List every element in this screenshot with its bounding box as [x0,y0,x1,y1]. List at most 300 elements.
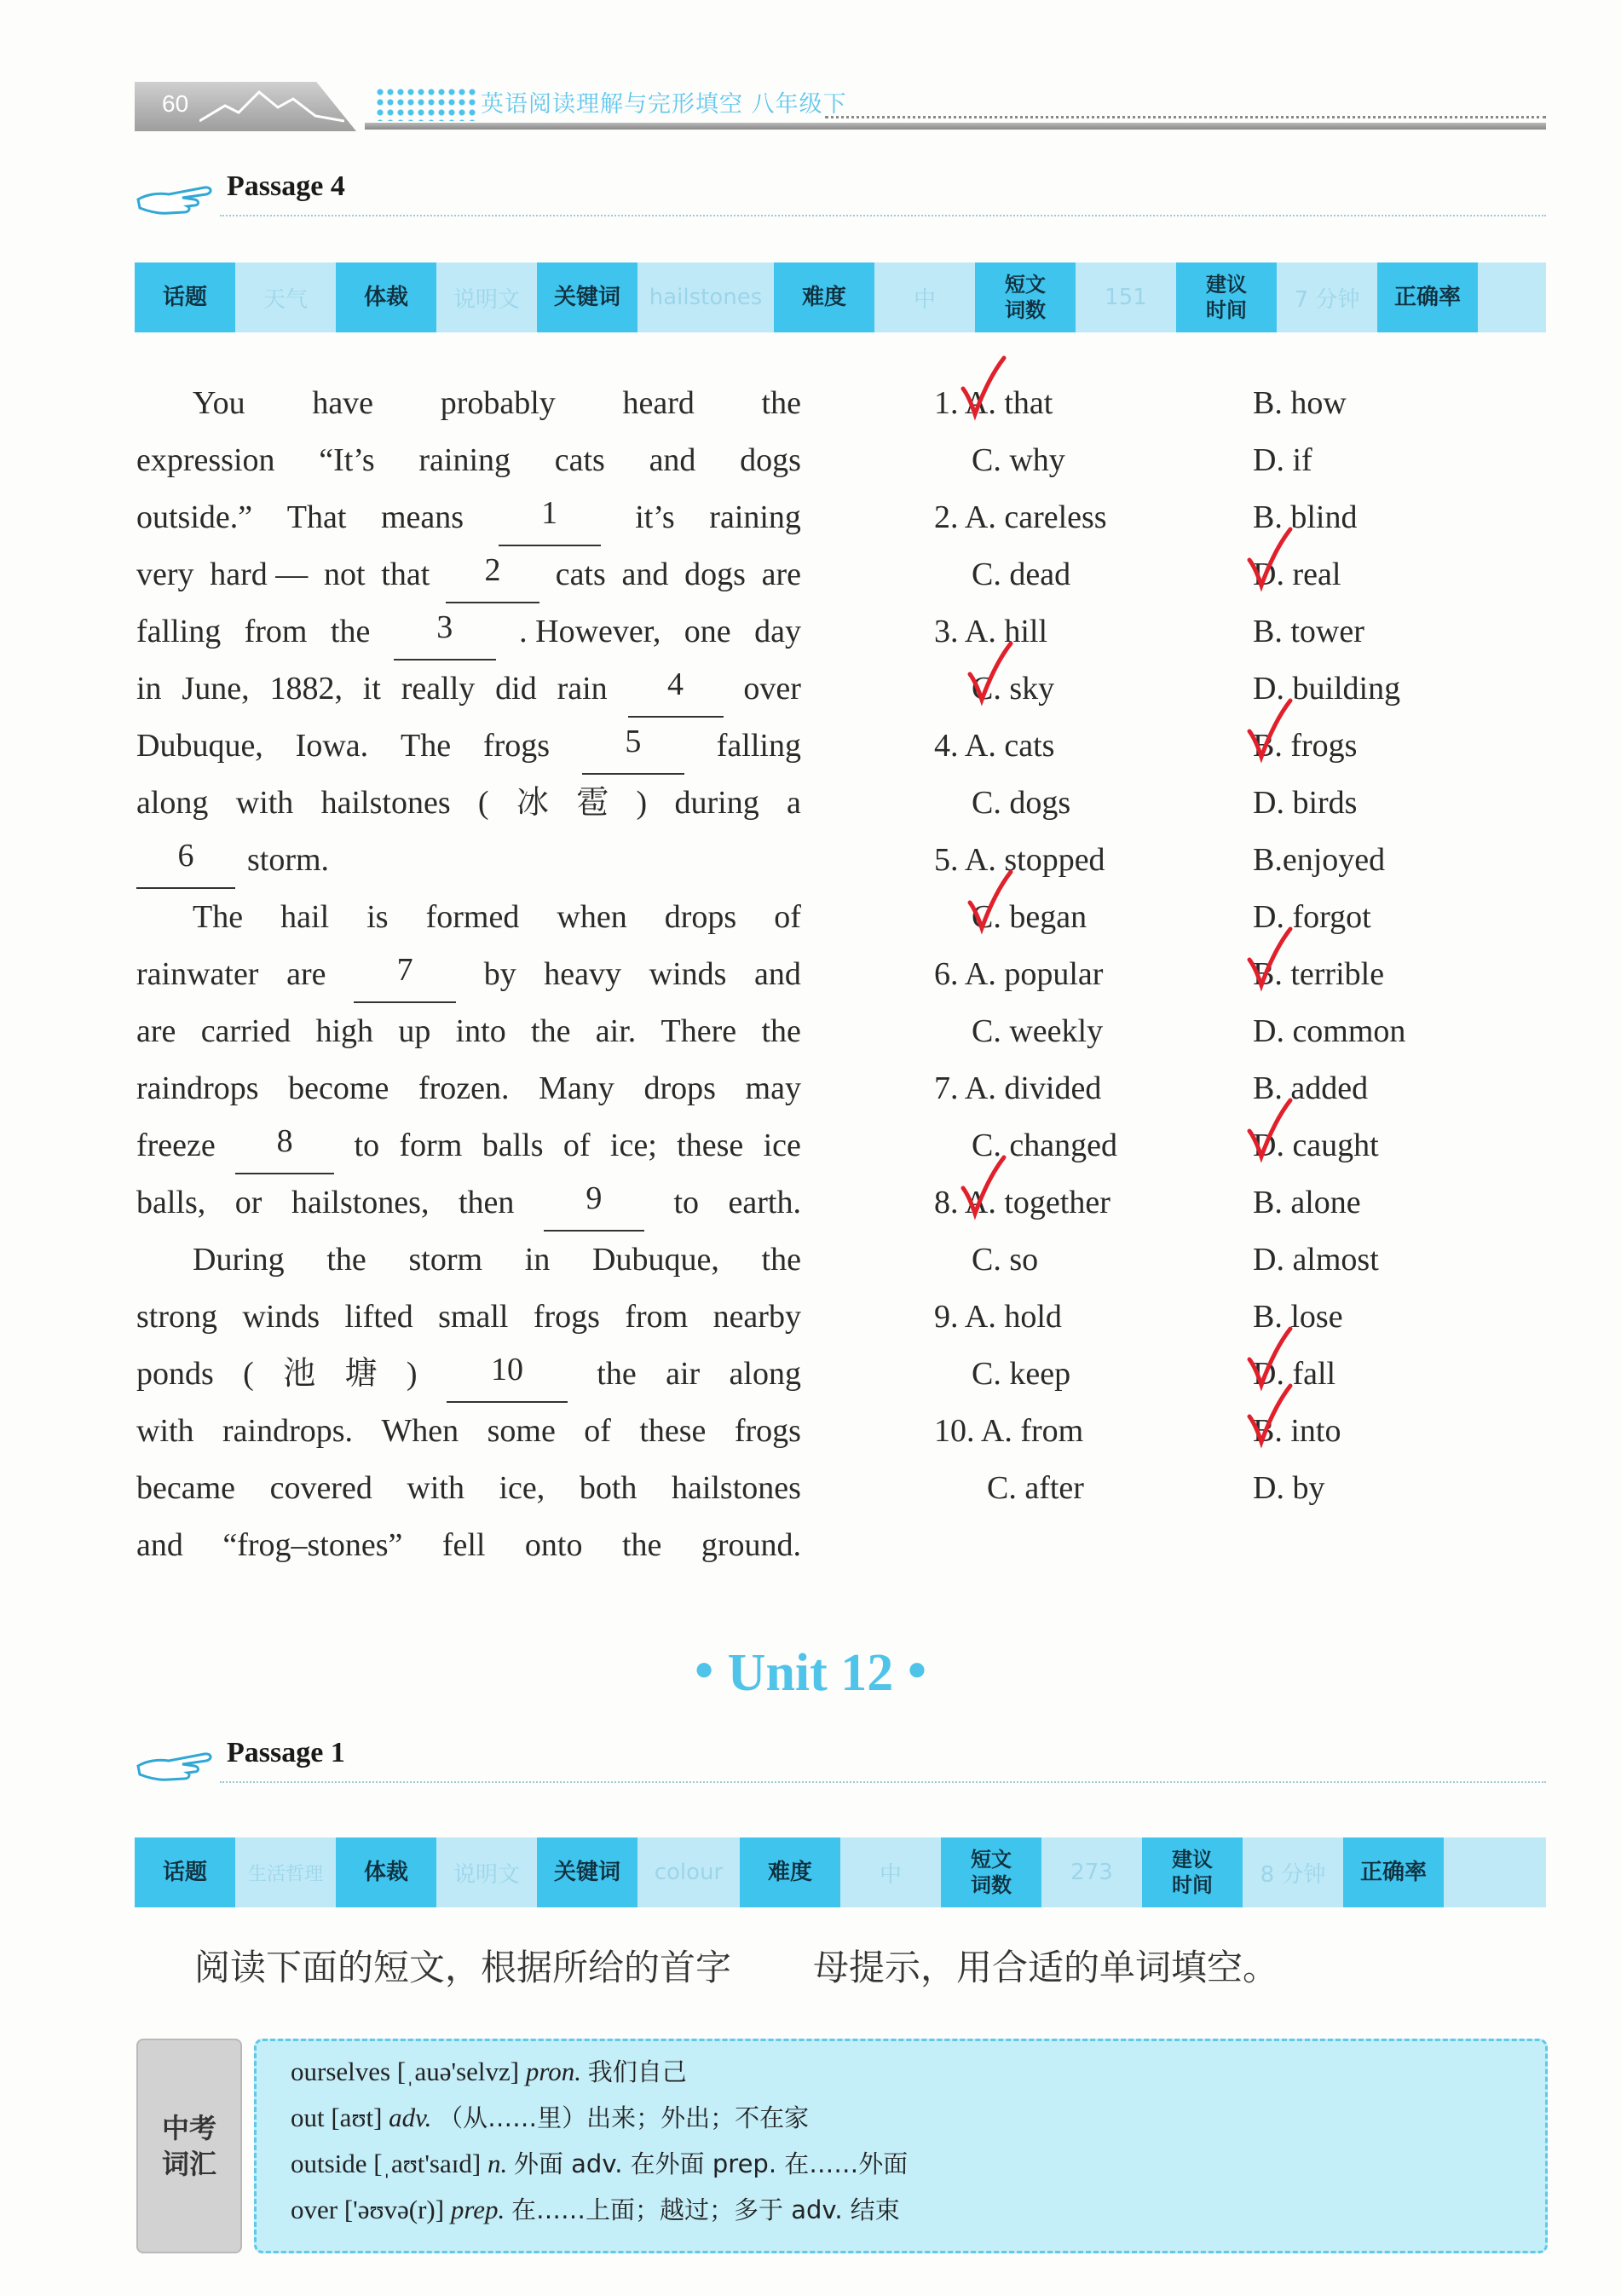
word: air. [595,1013,637,1049]
vocab-entry [291,2145,908,2180]
header-rule [365,123,1546,130]
word: falling [136,614,222,649]
vocab-meaning: 外面 adv. 在外面 prep. 在……外面 [513,2149,909,2178]
word: form [399,1128,463,1163]
word: frogs [533,1299,600,1335]
passage-line [136,546,801,603]
vocab-meaning: （从……里）出来；外出；不在家 [438,2103,810,2132]
word: heard [622,385,695,421]
word: onto [524,1527,583,1563]
word: storm [408,1242,483,1278]
check-mark-icon [1246,1097,1294,1163]
word: of [584,1413,611,1449]
word: these [639,1413,707,1449]
word: drops [643,1070,716,1106]
difficulty-value: 中 [879,1861,902,1888]
word: from [244,614,308,649]
passage4-text [136,375,801,1574]
answer-row [934,1060,1548,1117]
passage-line [136,661,801,718]
option-6d[interactable]: D. common [1253,1013,1406,1049]
genre-label: 体裁 [336,262,436,332]
option-1b[interactable]: B. how [1253,385,1347,421]
passage1-info-bar [135,1837,1546,1907]
time-value: 7 分钟 [1294,286,1360,313]
passage-line [136,718,801,775]
word: frogs [482,728,551,764]
word: drops [664,899,737,935]
option-10a[interactable]: 10. A. from [934,1413,1084,1449]
vocab-word: out [aʊt] [291,2103,389,2132]
option-8b[interactable]: B. alone [1253,1185,1361,1220]
passage-line [136,375,801,432]
word: one [684,614,731,649]
word: expression [136,442,275,478]
word: 塘 [344,1356,378,1392]
option-7c[interactable]: C. changed [972,1128,1117,1163]
word: then [458,1185,515,1220]
word: during [674,785,759,821]
accuracy-value [1478,262,1526,332]
word: it’s [635,499,675,535]
word: ice, [499,1470,545,1506]
keyword-label: 关键词 [537,262,637,332]
word: and [136,1527,183,1563]
passage-line [136,1289,801,1346]
word: both [579,1470,637,1506]
word: of [774,899,801,935]
wordcount-label [941,1837,1041,1907]
book-title: 英语阅读理解与完形填空 八年级下 [481,91,847,118]
word: not [324,557,366,592]
word: are [136,1013,176,1049]
word: lifted [344,1299,413,1335]
word: carried [200,1013,291,1049]
option-7a[interactable]: 7. A. divided [934,1070,1102,1106]
word: 池 [283,1356,316,1392]
answer-row [934,1117,1548,1174]
topic-value: 天气 [262,286,308,313]
option-4c[interactable]: C. dogs [972,785,1071,821]
word: along [136,785,209,821]
word: ponds [136,1356,214,1392]
word: raining [709,499,801,535]
blank-3: 3 [394,603,496,661]
option-10b[interactable]: B. into [1253,1413,1341,1449]
keyword-label: 关键词 [537,1837,637,1907]
word: to [673,1185,699,1220]
passage-line [136,603,801,661]
word: hailstones [320,785,451,821]
passage-line [136,1460,801,1517]
word: nearby [712,1299,801,1335]
blank-9: 9 [544,1174,644,1232]
word: the [597,1356,637,1392]
answer-row [934,832,1548,889]
passage-line [136,432,801,489]
time-label-text: 建议时间 [1172,1848,1213,1897]
answer-row [934,775,1548,832]
word: hailstones, [291,1185,430,1220]
word: freeze [136,1128,216,1163]
option-3d[interactable]: D. building [1253,671,1401,707]
word: winds [242,1299,320,1335]
word: probably [440,385,556,421]
word: with [136,1413,194,1449]
word: and [621,557,669,592]
word: hard — [210,557,309,592]
answer-row [934,603,1548,661]
blank-8: 8 [235,1117,334,1174]
passage1-heading [135,1734,1546,1785]
wordcount-label-text: 短文词数 [971,1848,1012,1897]
option-10c[interactable]: C. after [987,1470,1084,1506]
vocab-tag-text: 中考词汇 [162,2112,217,2180]
word: have [312,385,374,421]
check-mark-icon [960,1154,1007,1220]
option-2a[interactable]: 2. A. careless [934,499,1107,535]
topic-label: 话题 [135,262,235,332]
passage-line [136,1517,801,1574]
answer-row [934,546,1548,603]
time-label [1142,1837,1243,1907]
word: very [136,557,194,592]
word: rain [557,671,608,707]
passage-line [136,1117,801,1174]
check-mark-icon [1246,1382,1294,1449]
word: raining [418,442,511,478]
word: the [621,1527,662,1563]
pointing-hand-icon [135,174,215,216]
word: You [193,385,245,421]
word: 雹 [576,785,609,821]
word: the [761,1013,801,1049]
instruction [194,1940,1278,1991]
word: are [286,956,326,992]
word: rainwater [136,956,259,992]
word: . However, [519,614,661,649]
option-5a[interactable]: 5. A. stopped [934,842,1105,878]
header-dotted-rule [825,116,1546,122]
option-3b[interactable]: B. tower [1253,614,1364,649]
word: means [380,499,464,535]
wordcount-value: 151 [1105,285,1147,310]
option-5b[interactable]: B.enjoyed [1253,842,1386,878]
instruction-part-1: 阅读下面的短文，根据所给的首字 [194,1947,732,1988]
time-label [1176,262,1277,332]
word: high [315,1013,374,1049]
answer-row [934,1289,1548,1346]
option-7b[interactable]: B. added [1253,1070,1369,1106]
vocab-entry [291,2099,809,2134]
option-10d[interactable]: D. by [1253,1470,1325,1506]
answer-row [934,1403,1548,1460]
word: really [401,671,476,707]
answer-row [934,489,1548,546]
word: heavy [544,956,622,992]
option-4a[interactable]: 4. A. cats [934,728,1055,764]
word: when [557,899,627,935]
page-number: 60 [162,90,189,117]
blank-6: 6 [136,832,235,889]
wordcount-label-text: 短文词数 [1005,273,1046,322]
word: and [649,442,696,478]
option-1a[interactable]: 1. A. that [934,385,1053,421]
answer-row [934,1346,1548,1403]
topic-value: 生活哲理 [247,1863,323,1885]
option-9d[interactable]: D. fall [1253,1356,1336,1392]
word: raindrops. [222,1413,354,1449]
passage-line [136,1346,801,1403]
word: become [288,1070,389,1106]
wordcount-label [975,262,1076,332]
word: these [677,1128,744,1163]
option-6c[interactable]: C. weekly [972,1013,1104,1049]
vocab-word: outside [ˌaʊt'saɪd] [291,2149,487,2178]
vocab-word: ourselves [ˌauə'selvz] [291,2057,526,2086]
mountain-icon [199,87,344,124]
option-3c[interactable]: C. sky [972,671,1055,707]
word: up [398,1013,431,1049]
blank-5: 5 [582,718,684,775]
word: did [495,671,537,707]
word: frozen. [418,1070,510,1106]
word: 1882, [269,671,343,707]
word: Dubuque, [592,1242,719,1278]
word: dogs [684,557,746,592]
word: fell [441,1527,486,1563]
passage-line [136,1060,801,1117]
accuracy-value [1444,1837,1526,1907]
word: Many [539,1070,614,1106]
check-mark-icon [1246,926,1294,992]
word: some [487,1413,556,1449]
unit-title [0,1643,1621,1704]
option-5d[interactable]: D. forgot [1253,899,1371,935]
difficulty-label: 难度 [774,262,874,332]
time-value: 8 分钟 [1260,1861,1326,1888]
word: That [286,499,347,535]
option-8c[interactable]: C. so [972,1242,1039,1278]
word: from [625,1299,689,1335]
word: became [136,1470,236,1506]
word: ) [406,1356,418,1392]
topic-label: 话题 [135,1837,235,1907]
word: The [401,728,452,764]
word: the [531,1013,571,1049]
word: strong [136,1299,217,1335]
word: hail [280,899,330,935]
answer-row [934,1174,1548,1232]
check-mark-icon [966,868,1014,935]
passage-line [136,946,801,1003]
word: along [729,1356,801,1392]
wordcount-value: 273 [1070,1860,1113,1885]
blank-4: 4 [628,661,724,718]
check-mark-icon [1246,526,1294,592]
vocab-tag [136,2039,242,2253]
word: the [330,614,371,649]
word: outside.” [136,499,253,535]
difficulty-value: 中 [913,286,936,313]
option-2d[interactable]: D. real [1253,557,1341,592]
pointing-hand-icon [135,1740,215,1783]
accuracy-label: 正确率 [1343,1837,1444,1907]
word: in [524,1242,551,1278]
word: During [193,1242,285,1278]
word: small [438,1299,509,1335]
vocab-pos: pron. [525,2057,588,2086]
word: or [234,1185,262,1220]
word: by [483,956,516,992]
word: earth. [728,1185,801,1220]
option-2c[interactable]: C. dead [972,557,1071,592]
passage-line [136,1174,801,1232]
passage-line [136,1232,801,1289]
blank-2: 2 [446,546,539,603]
answer-row [934,718,1548,775]
answer-row [934,1460,1548,1517]
word: hailstones [671,1470,801,1506]
answer-row [934,889,1548,946]
word: Iowa. [295,728,369,764]
passage-line [136,889,801,946]
word: may [745,1070,801,1106]
vocab-meaning: 在……上面；越过；多于 adv. 结束 [511,2195,900,2224]
blank-10: 10 [447,1346,568,1403]
word: day [754,614,801,649]
check-mark-icon [966,640,1014,707]
word: that [381,557,430,592]
vocab-pos: prep. [450,2195,512,2224]
word: winds [649,956,727,992]
answer-row [934,1232,1548,1289]
passage-line [136,1003,801,1060]
word: with [407,1470,464,1506]
dot-pattern [375,87,477,121]
genre-label: 体裁 [336,1837,436,1907]
word: with [235,785,294,821]
genre-value: 说明文 [453,286,520,313]
word: June, [182,671,250,707]
vocab-word: over ['əʊvə(r)] [291,2195,451,2224]
word: the [326,1242,366,1278]
option-9b[interactable]: B. lose [1253,1299,1343,1335]
word: the [761,385,801,421]
word: it [362,671,381,707]
keyword-value: colour [654,1860,724,1885]
word: cats [555,557,606,592]
word: to [354,1128,380,1163]
word: formed [425,899,520,935]
accuracy-label: 正确率 [1377,262,1478,332]
option-8a[interactable]: 8. A. together [934,1185,1110,1220]
answer-options [934,375,1548,1517]
page-header [135,82,1546,133]
genre-value: 说明文 [453,1861,520,1888]
word: 冰 [516,785,549,821]
word: in [136,671,162,707]
word: ) [636,785,648,821]
vocab-pos: n. [487,2149,514,2178]
word: raindrops [136,1070,259,1106]
word: “frog–stones” [222,1527,403,1563]
word: ice; [609,1128,657,1163]
option-1d[interactable]: D. if [1253,442,1312,478]
passage4-title: Passage 4 [227,170,345,202]
word: ( [243,1356,254,1392]
time-label-text: 建议时间 [1206,273,1247,322]
title-bullet-left: ● [694,1649,715,1687]
check-mark-icon [960,355,1007,421]
option-6a[interactable]: 6. A. popular [934,956,1104,992]
vocab-entry [291,2191,900,2226]
check-mark-icon [1246,697,1294,764]
vocab-box [254,2039,1548,2253]
word: ( [477,785,489,821]
instruction-part-2: 母提示，用合适的单词填空。 [813,1947,1279,1988]
answer-row [934,1003,1548,1060]
blank-7: 7 [354,946,456,1003]
word: air [666,1356,701,1392]
word: cats [554,442,605,478]
word: covered [269,1470,372,1506]
word: balls [482,1128,544,1163]
word: over [743,671,801,707]
answer-row [934,432,1548,489]
word: are [761,557,801,592]
option-4b[interactable]: B. frogs [1253,728,1358,764]
passage4-heading [135,167,1546,218]
word: There [661,1013,737,1049]
option-9a[interactable]: 9. A. hold [934,1299,1062,1335]
word: storm. [247,842,330,878]
option-4d[interactable]: D. birds [1253,785,1358,821]
word: ice [763,1128,801,1163]
option-9c[interactable]: C. keep [972,1356,1071,1392]
vocab-pos: adv. [389,2103,439,2132]
option-6b[interactable]: B. terrible [1253,956,1385,992]
option-3a[interactable]: 3. A. hill [934,614,1048,649]
option-8d[interactable]: D. almost [1253,1242,1379,1278]
word: When [381,1413,459,1449]
heading-rule [220,1781,1546,1783]
passage-line [136,775,801,832]
passage-line [136,832,801,889]
word: The [193,899,244,935]
word: of [562,1128,591,1163]
passage4-info-bar [135,262,1546,332]
keyword-value: hailstones [649,285,763,310]
word: frogs [734,1413,801,1449]
answer-row [934,946,1548,1003]
word: the [761,1242,801,1278]
option-1c[interactable]: C. why [972,442,1065,478]
passage1-title: Passage 1 [227,1737,345,1768]
vocab-entry [291,2053,687,2088]
word: “It’s [319,442,375,478]
word: balls, [136,1185,206,1220]
word: dogs [740,442,801,478]
option-5c[interactable]: C. began [972,899,1087,935]
option-2b[interactable]: B. blind [1253,499,1358,535]
vocab-meaning: 我们自己 [587,2057,687,2086]
heading-rule [220,215,1546,216]
word: falling [716,728,801,764]
difficulty-label: 难度 [740,1837,840,1907]
option-7d[interactable]: D. caught [1253,1128,1379,1163]
word: ground. [701,1527,801,1563]
